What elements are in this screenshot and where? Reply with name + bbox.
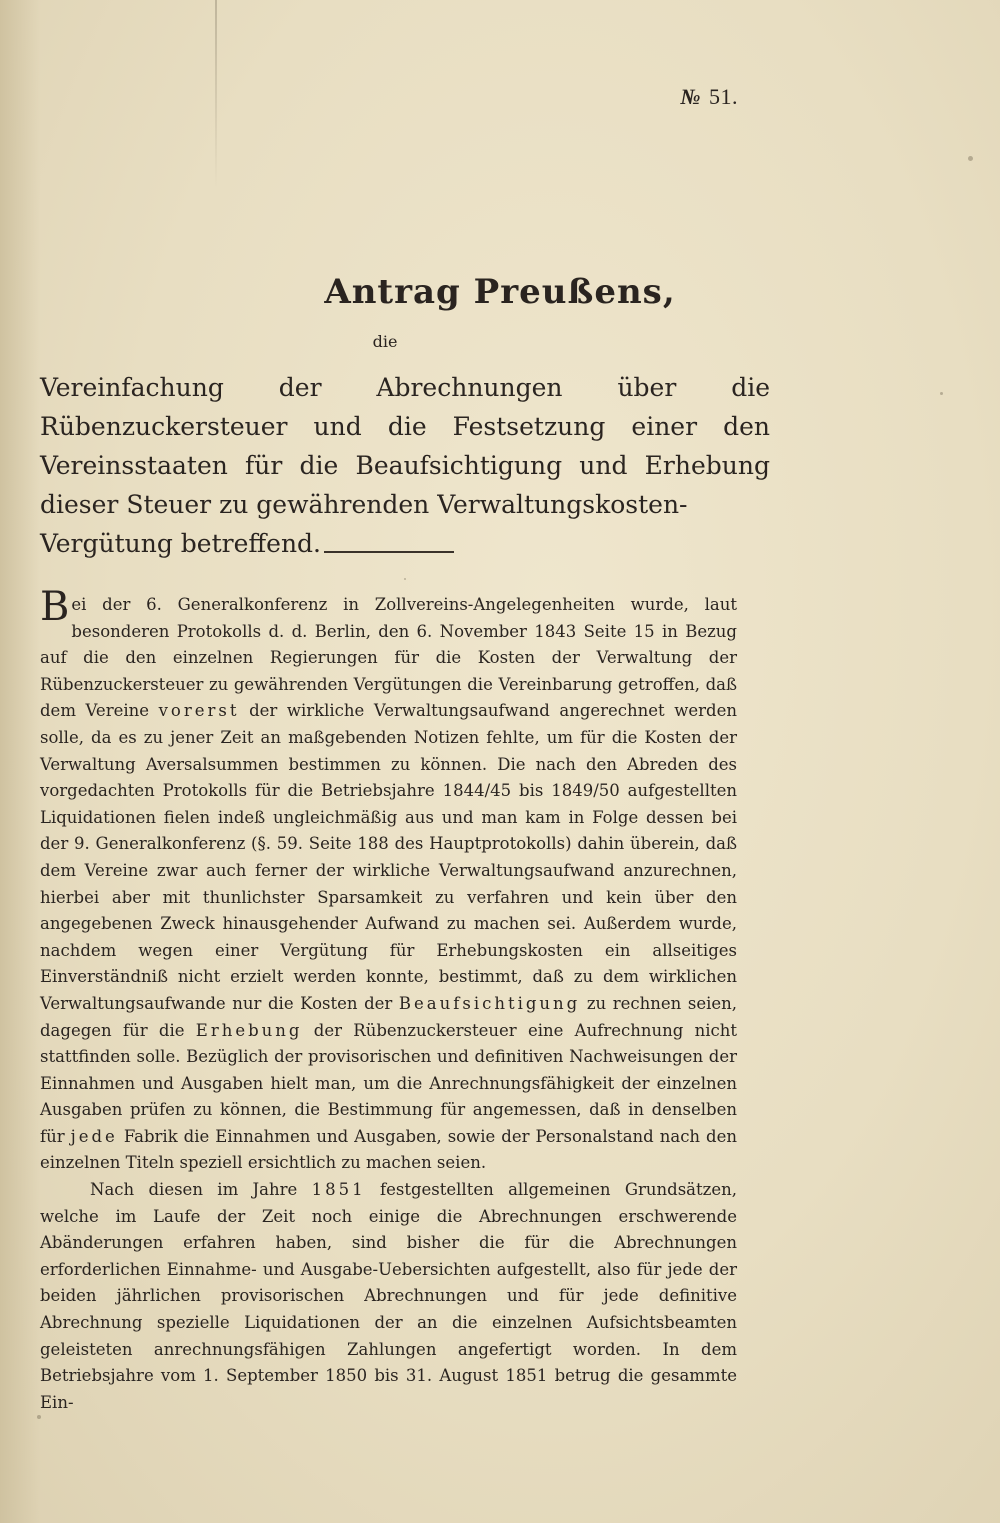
- paragraph-2: Nach diesen im Jahre 1851 festgestellten allgemeinen Grundsätzen, welche im Laufe der Zeit noch einige die Abrechnungen erschwerende Abänderungen erfahren haben, sind bisher die für die Abrechnungen erforderlichen Einnahme- und Ausgabe-Uebersichten aufgestellt, also für jede der beiden jährlichen provisorischen Abrechnungen und für jede definitive Abrechnung spezielle Liquidationen der an die einzelnen Aufsichtsbeamten geleisteten anrechnungsfähigen Zahlungen angefertigt worden. In dem Betriebsjahre vom 1. September 1850 bis 31. August 1851 betrug die gesammte Ein-: [40, 1180, 737, 1412]
- emphasis-vorerst: vorerst: [158, 701, 240, 721]
- numero-sign: №: [680, 84, 701, 109]
- separator-rule: [324, 551, 454, 553]
- drop-cap: B: [40, 584, 70, 630]
- paper-speck: [940, 392, 943, 395]
- fold-line: [215, 0, 217, 190]
- emphasis-erhebung: Erhebung: [195, 1020, 303, 1040]
- gutter-shadow: [0, 0, 40, 1523]
- emphasis-beaufsichtigung: Beaufsichtigung: [398, 993, 581, 1013]
- paper-speck: [404, 578, 406, 580]
- emphasis-year: 1851: [311, 1180, 366, 1200]
- paper-speck: [968, 156, 973, 161]
- body-text: [40, 584, 738, 1416]
- page-number-value: 51.: [709, 84, 738, 109]
- subtitle-main: Vereinfachung der Abrechnungen über die Rübenzuckersteuer und die Festsetzung einer den Vereinsstaaten für die Beaufsichtigung und Erhebung dieser Steuer zu gewährenden Verwaltungskosten-: [40, 373, 770, 519]
- document-subtitle: [40, 368, 770, 563]
- page-number: [680, 84, 738, 110]
- emphasis-jede: jede: [70, 1126, 118, 1146]
- title-connector: die: [372, 332, 398, 351]
- subtitle-last-line: Vergütung betreffend.: [40, 529, 322, 558]
- paragraph-1: Bei der 6. Generalkonferenz in Zollvereins-Angelegenheiten wurde, laut besonderen Protokolls d. d. Berlin, den 6. November 1843 Seite 15 in Bezug auf die den einzelnen Regierungen für die Kosten der Verwaltung der Rübenzuckersteuer zu gewährenden Vergütungen die Vereinbarung getroffen, daß dem Vereine vorerst der wirkliche Verwaltungsaufwand angerechnet werden solle, da es zu jener Zeit an maßgebenden Notizen fehlte, um für die Kosten der Verwaltung Aversalsummen bestimmen zu können. Die nach den Abreden des vorgedachten Protokolls für die Betriebsjahre 1844/45 bis 1849/50 aufgestellten Liquidationen fielen indeß ungleichmäßig aus und man kam in Folge dessen bei der 9. Generalkonferenz (§. 59. Seite 188 des Hauptprotokolls) dahin überein, daß dem Vereine zwar auch ferner der wirkliche Verwaltungsaufwand anzurechnen, hierbei aber mit thunlichster Sparsamkeit zu verfahren und kein über den angegebenen Zweck hinausgehender Aufwand zu machen sei. Außerdem wurde, nachdem wegen einer Vergütung für Erhebungskosten ein allseitiges Einverständniß nicht erzielt werden konnte, bestimmt, daß zu dem wirklichen Verwaltungsaufwande nur die Kosten der Beaufsichtigung zu rechnen seien, dagegen für die Erhebung der Rübenzuckersteuer eine Aufrechnung nicht stattfinden solle. Bezüglich der provisorischen und definitiven Nachweisungen der Einnahmen und Ausgaben hielt man, um die Anrechnungsfähigkeit der einzelnen Ausgaben prüfen zu können, die Bestimmung für angemessen, daß in denselben für jede Fabrik die Einnahmen und Ausgaben, sowie der Personalstand nach den einzelnen Titeln speziell ersichtlich zu machen seien.: [40, 584, 738, 1173]
- document-title: Antrag Preußens,: [324, 272, 676, 312]
